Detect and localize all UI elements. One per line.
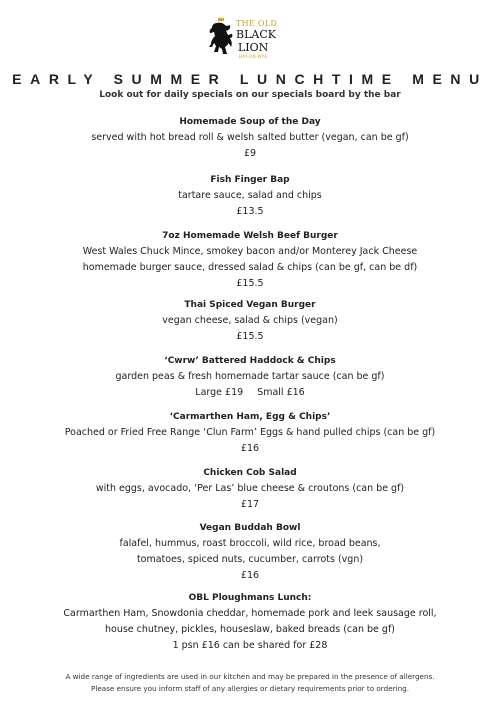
menu-item-name: 7oz Homemade Welsh Beef Burger — [162, 231, 338, 241]
menu-item-description: vegan cheese, salad & chips (vegan) — [162, 315, 338, 326]
menu-item-price: £15.5 — [236, 278, 264, 289]
logo-text-lion: LION — [238, 41, 269, 54]
menu-item-name: ‘Carmarthen Ham, Egg & Chips’ — [169, 412, 331, 422]
menu-item-description: Carmarthen Ham, Snowdonia cheddar, homemade pork and leek sausage roll, — [63, 608, 437, 619]
menu-item-size-prices — [0, 385, 500, 401]
lion-crest-icon — [208, 16, 234, 56]
menu-item-ploughmans — [0, 590, 500, 654]
menu-item-name: Thai Spiced Vegan Burger — [184, 300, 316, 310]
menu-subtitle: Look out for daily specials on our specials board by the bar — [99, 90, 401, 100]
allergen-notice-line: Please ensure you inform staff of any allergies or dietary requirements prior to ordering. — [91, 684, 409, 693]
menu-title: EARLY SUMMER LUNCHTIME MENU — [12, 71, 488, 87]
menu-item-name: ‘Cwrw’ Battered Haddock & Chips — [164, 356, 336, 366]
logo-text-black: BLACK — [236, 28, 276, 41]
menu-item-name: Fish Finger Bap — [210, 175, 290, 185]
allergen-notice-line: A wide range of ingredients are used in our kitchen and may be prepared in the presence of allergens. — [65, 672, 435, 681]
menu-item-description: with eggs, avocado, ‘Per Las’ blue cheese & croutons (can be gf) — [95, 483, 405, 494]
menu-item-price: £17 — [240, 499, 260, 510]
menu-item-description: West Wales Chuck Mince, smokey bacon and/or Monterey Jack Cheese — [82, 246, 418, 257]
allergen-notice — [0, 671, 500, 695]
menu-item-description: house chutney, pickles, houseslaw, baked breads (can be gf) — [105, 624, 395, 635]
menu-item-description: tomatoes, spiced nuts, cucumber, carrots (vgn) — [136, 554, 364, 565]
menu-item-description: Poached or Fried Free Range ‘Clun Farm’ Eggs & hand pulled chips (can be gf) — [64, 427, 436, 438]
menu-item-price-large: Large £19 — [195, 387, 244, 398]
menu-item-price: £9 — [243, 148, 257, 159]
menu-item-cob-salad — [0, 465, 500, 513]
menu-item-price: £13.5 — [236, 206, 264, 217]
menu-item-price: £16 — [240, 443, 260, 454]
logo-text-the-old: THE OLD — [236, 19, 278, 28]
menu-item-description: tartare sauce, salad and chips — [178, 190, 322, 201]
menu-item-description: garden peas & fresh homemade tartar sauce (can be gf) — [115, 371, 385, 382]
menu-item-name: Vegan Buddah Bowl — [199, 523, 301, 533]
logo-text-location: HAY-ON-WYE — [239, 54, 268, 59]
menu-item-vegan-burger — [0, 297, 500, 345]
menu-item-price: £16 — [240, 570, 260, 581]
menu-item-description: homemade burger sauce, dressed salad & chips (can be gf, can be df) — [82, 262, 418, 273]
menu-item-price-small: Small £16 — [257, 387, 305, 398]
menu-item-fish-finger-bap — [0, 172, 500, 220]
menu-item-haddock — [0, 353, 500, 401]
menu-item-ham-egg-chips — [0, 409, 500, 457]
menu-item-beef-burger — [0, 228, 500, 292]
restaurant-logo — [208, 12, 294, 62]
menu-item-description: falafel, hummus, roast broccoli, wild rice, broad beans, — [119, 538, 381, 549]
menu-item-name: OBL Ploughmans Lunch: — [188, 593, 312, 603]
menu-item-price: £15.5 — [236, 331, 264, 342]
menu-item-soup — [0, 114, 500, 162]
menu-item-name: Chicken Cob Salad — [203, 468, 297, 478]
menu-item-buddah-bowl — [0, 520, 500, 584]
menu-item-price: 1 psn £16 can be shared for £28 — [172, 640, 328, 651]
menu-item-description: served with hot bread roll & welsh salted butter (vegan, can be gf) — [91, 132, 409, 143]
menu-item-name: Homemade Soup of the Day — [179, 117, 321, 127]
